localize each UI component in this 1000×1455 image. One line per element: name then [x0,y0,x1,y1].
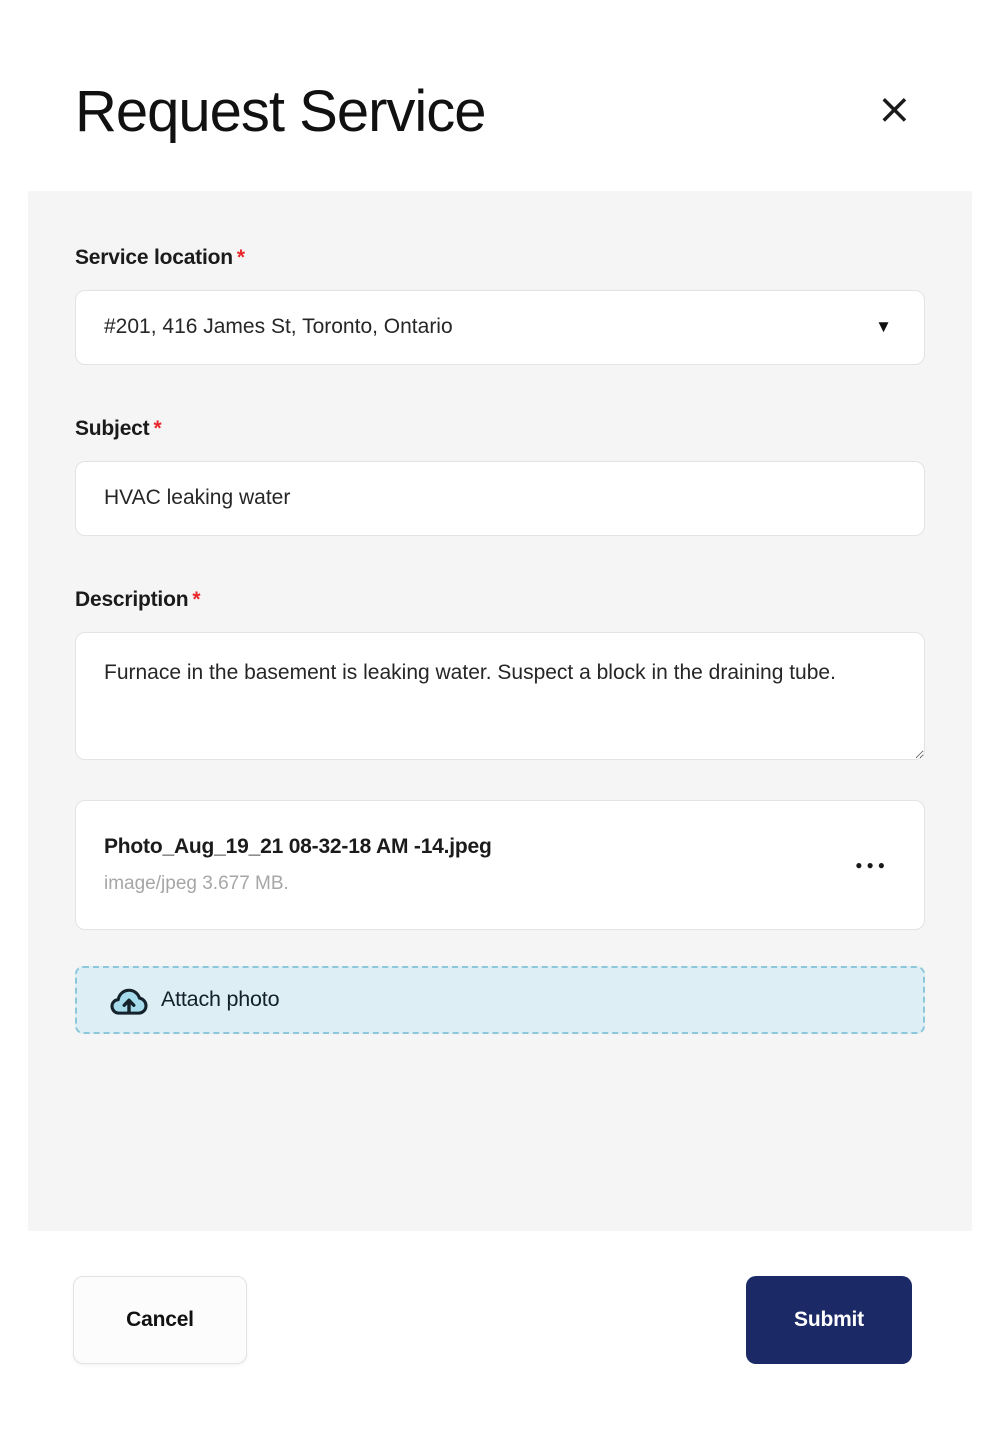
attachment-card [75,800,925,930]
label-text: Subject [75,416,150,440]
close-icon: × [876,84,912,133]
modal-footer [0,1231,1000,1364]
description-textarea[interactable] [75,632,925,760]
attachment-meta: image/jpeg 3.677 MB. [104,872,289,894]
label-text: Service location [75,245,233,269]
cloud-upload-icon [110,983,148,1017]
description-group [75,588,925,760]
required-marker: * [192,587,201,611]
form-panel [28,191,972,1231]
subject-label [75,417,925,441]
chevron-down-icon: ▼ [875,317,892,337]
service-location-group [75,246,925,365]
ellipsis-icon: ●●● [855,857,889,872]
attachment-info [104,835,492,895]
description-label [75,588,925,612]
attach-photo-label: Attach photo [161,987,280,1012]
required-marker: * [236,245,245,269]
subject-input[interactable] [75,461,925,536]
modal-header [0,0,1000,143]
required-marker: * [153,416,162,440]
attachment-filename: Photo_Aug_19_21 08-32-18 AM -14.jpeg [104,834,492,858]
service-location-label [75,246,925,270]
label-text: Description [75,587,189,611]
submit-button[interactable]: Submit [746,1276,912,1364]
cancel-button[interactable]: Cancel [73,1276,247,1364]
attachment-menu-button[interactable] [855,852,889,878]
service-location-value: #201, 416 James St, Toronto, Ontario [104,315,453,339]
attach-photo-button[interactable] [75,966,925,1034]
subject-group [75,417,925,536]
service-location-select[interactable] [75,290,925,365]
page-title: Request Service [75,79,486,144]
close-button[interactable] [876,84,912,133]
